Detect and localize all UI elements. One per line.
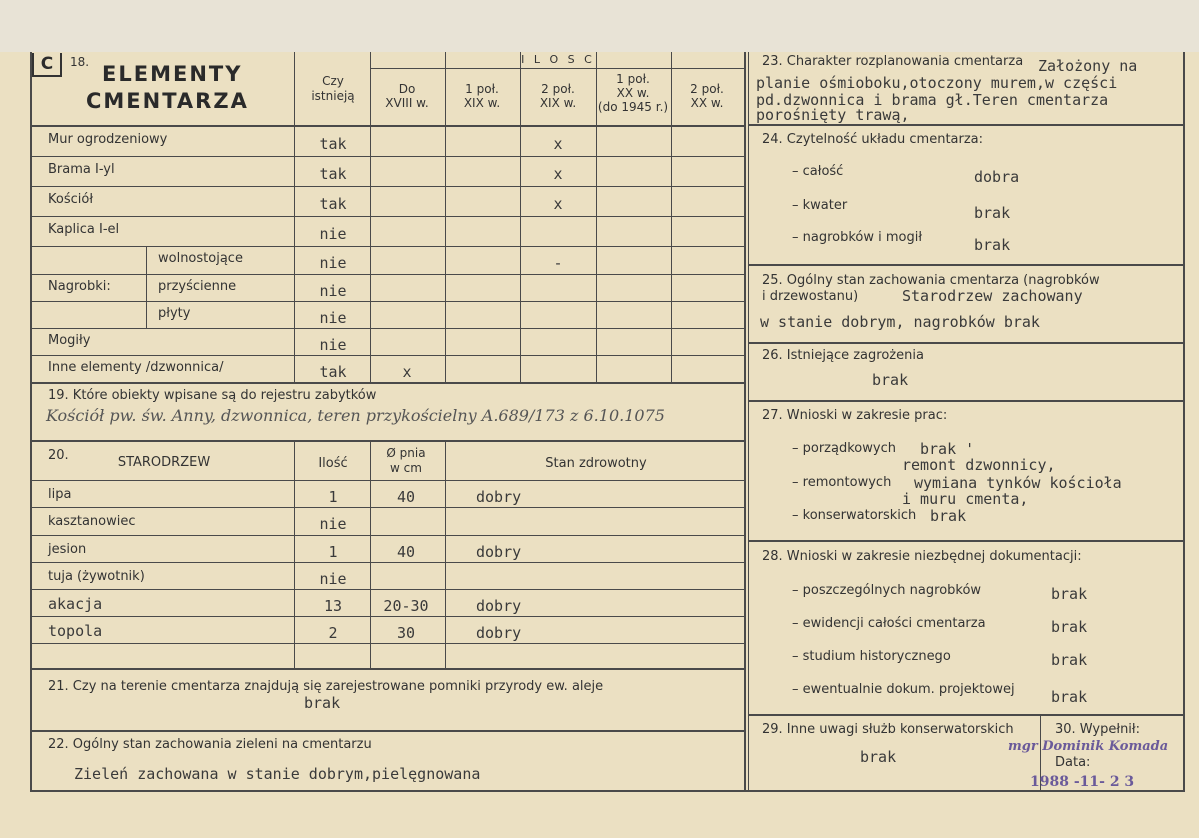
documentation-item-value: brak: [1051, 618, 1088, 636]
grid-line: [370, 440, 371, 668]
grid-line: [30, 535, 744, 536]
element-exists-value: tak: [319, 195, 347, 213]
legibility-item-label: – nagrobków i mogił: [792, 230, 923, 245]
period-column-header: 1 poł.: [465, 82, 499, 96]
grid-line: [30, 216, 744, 217]
grid-line: [30, 355, 744, 356]
section-letter: C: [40, 54, 54, 74]
grid-line: [30, 790, 1185, 792]
documentation-item-label: – ewentualnie dokum. projektowej: [792, 682, 1015, 697]
documentation-item-label: – ewidencji całości cmentarza: [792, 616, 986, 631]
s20-ilosc-header: Ilość: [318, 456, 348, 471]
works-item-value: wymiana tynków kościoła: [914, 474, 1122, 492]
tree-health-state: dobry: [476, 624, 522, 642]
s25-value-1: Starodrzew zachowany: [902, 287, 1083, 305]
element-row-label: Mogiły: [48, 332, 91, 348]
element-row-label: Mur ogrodzeniowy: [48, 131, 168, 147]
grid-line: [370, 52, 371, 382]
tree-name: topola: [48, 622, 103, 640]
element-exists-value: tak: [319, 134, 347, 153]
grid-line: [748, 342, 1183, 344]
grid-line: [596, 52, 597, 382]
element-row-label: Inne elementy /dzwonnica/: [48, 359, 224, 375]
grid-line: [748, 400, 1183, 402]
grid-line: [30, 589, 744, 590]
s19-label: 19. Które obiekty wpisane są do rejestru zabytków: [48, 388, 377, 403]
s27-label: 27. Wnioski w zakresie prac:: [762, 408, 948, 423]
s20-pnia-header-1: Ø pnia: [386, 446, 426, 460]
documentation-item-label: – poszczególnych nagrobków: [792, 583, 982, 598]
grid-line: [30, 382, 746, 384]
grid-line: [30, 274, 744, 275]
exists-header-2: istnieją: [311, 89, 355, 103]
period-column-header: XVIII w.: [385, 96, 429, 110]
s24-label: 24. Czytelność układu cmentarza:: [762, 132, 984, 147]
grid-line: [748, 264, 1183, 266]
element-exists-value: nie: [319, 254, 347, 272]
s27-extra-1: remont dzwonnicy,: [902, 456, 1056, 474]
tree-count: 13: [323, 597, 343, 615]
grid-line: [30, 507, 744, 508]
s20-number: 20.: [48, 448, 69, 463]
nagrobki-label: Nagrobki:: [48, 279, 111, 294]
works-item-label: – remontowych: [792, 475, 892, 490]
s25-label-2: i drzewostanu): [762, 289, 859, 304]
s26-value: brak: [872, 371, 909, 389]
works-item-value: brak ': [920, 440, 975, 458]
top-paper-strip: [0, 0, 1199, 55]
s30-date-label: Data:: [1055, 755, 1091, 770]
period-column-header: Do: [398, 82, 416, 96]
s21-label: 21. Czy na terenie cmentarza znajdują się zarejestrowane pomniki przyrody ew. aleje: [48, 679, 604, 694]
s27-extra-2: i muru cmenta,: [902, 490, 1029, 508]
s20-pnia-header-2: w cm: [390, 461, 422, 475]
legibility-item-label: – całość: [792, 164, 844, 179]
tree-health-state: dobry: [476, 543, 522, 561]
tree-count: nie: [319, 515, 347, 533]
s26-label: 26. Istniejące zagrożenia: [762, 348, 924, 363]
period-column-header: XX w.: [616, 86, 650, 100]
tree-count: nie: [319, 570, 347, 588]
legibility-item-value: dobra: [974, 168, 1020, 186]
tree-health-state: dobry: [476, 597, 522, 615]
element-row-label: przyścienne: [158, 278, 237, 294]
grid-line: [748, 714, 1183, 716]
element-exists-value: nie: [319, 281, 347, 300]
works-item-value: brak: [930, 507, 967, 525]
tree-name: jesion: [48, 542, 87, 557]
tree-name: kasztanowiec: [48, 514, 136, 529]
s25-value-2: w stanie dobrym, nagrobków brak: [760, 313, 1040, 331]
grid-line: [30, 301, 744, 302]
s30-signer-stamp: mgr Dominik Komada: [1008, 739, 1169, 754]
tree-trunk-diameter: 40: [396, 543, 416, 561]
element-period-mark: x: [402, 362, 412, 381]
period-column-header: XX w.: [690, 96, 724, 110]
period-column-header: (do 1945 r.): [597, 100, 669, 114]
grid-line: [30, 156, 744, 157]
legibility-item-value: brak: [974, 236, 1011, 254]
tree-name: tuja (żywotnik): [48, 569, 145, 584]
tree-trunk-diameter: 40: [396, 488, 416, 506]
s18-number: 18.: [70, 55, 90, 69]
period-column-header: 2 poł.: [541, 82, 575, 96]
element-period-mark: x: [553, 134, 563, 153]
grid-line: [30, 125, 744, 127]
tree-name: akacja: [48, 595, 103, 613]
period-column-header: XIX w.: [463, 96, 501, 110]
grid-line: [748, 124, 1183, 126]
grid-line: [30, 52, 32, 792]
grid-line: [30, 246, 744, 247]
works-item-label: – porządkowych: [792, 441, 896, 456]
s18-title-2: CMENTARZA: [86, 89, 249, 113]
grid-line: [30, 562, 744, 563]
s30-label: 30. Wypełnił:: [1055, 722, 1140, 737]
grid-line: [30, 186, 744, 187]
grid-line: [445, 52, 446, 382]
documentation-item-value: brak: [1051, 688, 1088, 706]
tree-health-state: dobry: [476, 488, 522, 506]
s23-line-4: porośnięty trawą,: [756, 106, 910, 124]
s23-line-3: pd.dzwonnica i brama gł.Teren cmentarza: [756, 91, 1109, 109]
documentation-item-value: brak: [1051, 585, 1088, 603]
element-row-label: Kościół: [48, 192, 94, 207]
element-exists-value: nie: [319, 308, 347, 327]
legibility-item-label: – kwater: [792, 198, 848, 213]
grid-line: [370, 68, 744, 69]
element-exists-value: nie: [319, 225, 347, 243]
element-exists-value: tak: [319, 362, 347, 381]
s29-label: 29. Inne uwagi służb konserwatorskich: [762, 722, 1014, 737]
period-column-header: XIX w.: [539, 96, 577, 110]
s22-label: 22. Ogólny stan zachowania zieleni na cmentarzu: [48, 737, 372, 752]
grid-line: [30, 668, 746, 670]
grid-line: [294, 52, 295, 382]
period-column-header: 1 poł.: [616, 72, 650, 86]
grid-line: [520, 52, 521, 382]
s30-date-stamp: 1988 -11- 2 3: [1030, 774, 1135, 790]
element-row-label: Kaplica I-el: [48, 222, 120, 237]
documentation-item-value: brak: [1051, 651, 1088, 669]
period-column-header: 2 poł.: [690, 82, 724, 96]
s22-value: Zieleń zachowana w stanie dobrym,pielęgnowana: [74, 765, 481, 783]
element-period-mark: x: [553, 165, 563, 183]
tree-count: 2: [328, 624, 338, 642]
exists-header-1: Czy: [322, 74, 344, 88]
grid-line: [30, 643, 744, 644]
ilosc-header: I L O S C: [521, 53, 595, 66]
grid-line: [294, 440, 295, 668]
s18-title-1: ELEMENTY: [102, 62, 243, 86]
grid-line: [30, 616, 744, 617]
s29-value: brak: [860, 748, 897, 766]
grid-line: [30, 730, 746, 732]
element-exists-value: nie: [319, 335, 347, 354]
s19-value: Kościół pw. św. Anny, dzwonnica, teren przykościelny A.689/173 z 6.10.1075: [46, 406, 665, 425]
grid-line: [1183, 52, 1185, 792]
s23-label: 23. Charakter rozplanowania cmentarza: [762, 54, 1024, 69]
section-letter-box: [32, 53, 62, 77]
tree-trunk-diameter: 20-30: [383, 597, 429, 615]
grid-line: [445, 440, 446, 668]
element-exists-value: tak: [319, 165, 347, 183]
s20-title: STARODRZEW: [117, 455, 211, 470]
element-period-mark: x: [553, 195, 563, 213]
s23-line-2: planie ośmioboku,otoczony murem,w części: [756, 74, 1118, 92]
tree-trunk-diameter: 30: [396, 624, 416, 642]
s21-value: brak: [304, 694, 341, 712]
grid-line: [146, 246, 147, 328]
documentation-item-label: – studium historycznego: [792, 649, 951, 664]
works-item-label: – konserwatorskich: [792, 508, 917, 523]
grid-line: [748, 540, 1183, 542]
element-row-label: płyty: [158, 305, 191, 321]
s23-line-1: Założony na: [1038, 57, 1138, 75]
element-row-label: Brama I-yl: [48, 162, 115, 177]
element-row-label: wolnostojące: [158, 251, 243, 266]
tree-count: 1: [328, 543, 338, 561]
legibility-item-value: brak: [974, 204, 1011, 222]
grid-line: [30, 440, 746, 442]
element-period-mark: -: [553, 254, 563, 272]
tree-name: lipa: [48, 487, 72, 502]
grid-line: [744, 52, 745, 382]
grid-line: [30, 328, 744, 329]
grid-line: [748, 52, 749, 790]
tree-count: 1: [328, 488, 338, 506]
s20-stan-header: Stan zdrowotny: [545, 456, 647, 471]
grid-line: [671, 52, 672, 382]
s28-label: 28. Wnioski w zakresie niezbędnej dokumentacji:: [762, 549, 1082, 564]
s25-label-1: 25. Ogólny stan zachowania cmentarza (nagrobków: [762, 273, 1100, 288]
grid-line: [30, 480, 744, 481]
